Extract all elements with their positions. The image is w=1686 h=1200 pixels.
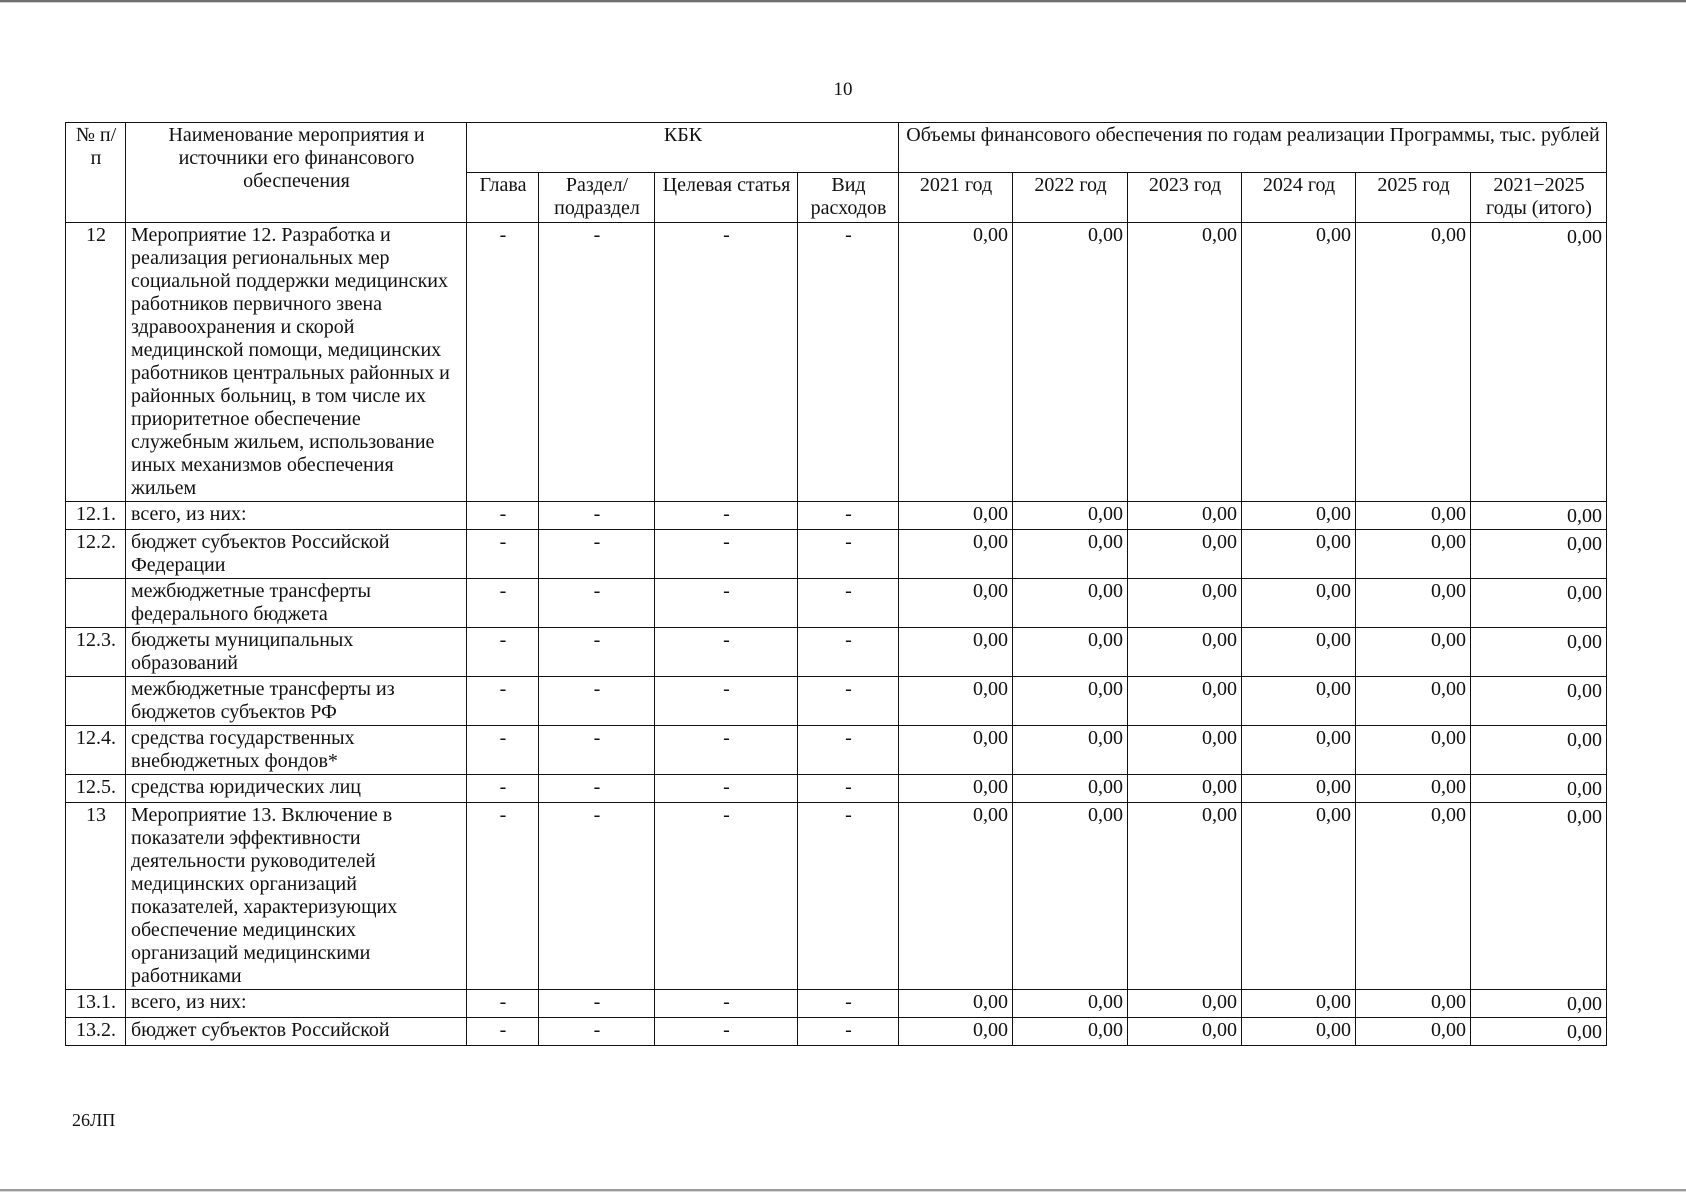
kbk-cell: -: [467, 628, 539, 677]
header-2022: 2022 год: [1013, 173, 1128, 223]
row-name: средства государственных внебюджетных фондов*: [126, 726, 467, 775]
value-cell: 0,00: [1242, 579, 1356, 628]
header-2025: 2025 год: [1356, 173, 1471, 223]
header-glava: Глава: [467, 173, 539, 223]
value-cell: 0,00: [1356, 223, 1471, 502]
kbk-cell: -: [467, 990, 539, 1018]
header-vid: Вид расходов: [798, 173, 899, 223]
value-cell: 0,00: [1242, 726, 1356, 775]
kbk-cell: -: [655, 628, 798, 677]
value-cell: 0,00: [1242, 530, 1356, 579]
row-number: 13.2.: [66, 1018, 126, 1046]
table-row: [66, 223, 1607, 502]
row-name: средства юридических лиц: [126, 775, 467, 803]
kbk-cell: -: [798, 775, 899, 803]
value-cell: 0,00: [1242, 502, 1356, 530]
value-cell: 0,00: [899, 223, 1013, 502]
table-row: [66, 677, 1607, 726]
value-cell: 0,00: [1013, 803, 1128, 990]
value-cell: 0,00: [1013, 990, 1128, 1018]
row-name: всего, из них:: [126, 990, 467, 1018]
row-number: 12.3.: [66, 628, 126, 677]
row-number: 12.2.: [66, 530, 126, 579]
value-cell: 0,00: [1356, 803, 1471, 990]
value-cell: 0,00: [1356, 990, 1471, 1018]
kbk-cell: -: [539, 803, 655, 990]
value-cell: 0,00: [1128, 677, 1242, 726]
value-cell: 0,00: [1013, 677, 1128, 726]
kbk-cell: -: [655, 677, 798, 726]
value-cell: 0,00: [1471, 677, 1607, 726]
value-cell: 0,00: [899, 628, 1013, 677]
header-2024: 2024 год: [1242, 173, 1356, 223]
kbk-cell: -: [539, 677, 655, 726]
value-cell: 0,00: [1242, 803, 1356, 990]
kbk-cell: -: [798, 223, 899, 502]
header-num: № п/п: [66, 123, 126, 223]
table-row: [66, 502, 1607, 530]
value-cell: 0,00: [1242, 677, 1356, 726]
table-row: [66, 990, 1607, 1018]
kbk-cell: -: [539, 502, 655, 530]
kbk-cell: -: [655, 990, 798, 1018]
value-cell: 0,00: [1128, 223, 1242, 502]
value-cell: 0,00: [899, 803, 1013, 990]
value-cell: 0,00: [899, 579, 1013, 628]
row-name: Мероприятие 12. Разработка и реализация региональных мер социальной поддержки медицинских работников первичного звена здравоохранения и скорой медицинской помощи, медицинских работников центральных районных и районных больниц, в том числе их приоритетное обеспечение служебным жильем, использование иных механизмов обеспечения жильем: [126, 223, 467, 502]
row-number: 12: [66, 223, 126, 502]
kbk-cell: -: [655, 223, 798, 502]
kbk-cell: -: [539, 579, 655, 628]
value-cell: 0,00: [1356, 579, 1471, 628]
value-cell: 0,00: [1242, 990, 1356, 1018]
document-code: 26ЛП: [72, 1110, 116, 1130]
row-name: Мероприятие 13. Включение в показатели эффективности деятельности руководителей медицинских организаций показателей, характеризующих обеспечение медицинских организаций медицинскими работниками: [126, 803, 467, 990]
row-name: межбюджетные трансферты федерального бюджета: [126, 579, 467, 628]
kbk-cell: -: [655, 1018, 798, 1046]
value-cell: 0,00: [1471, 530, 1607, 579]
row-name: бюджеты муниципальных образований: [126, 628, 467, 677]
row-name: межбюджетные трансферты из бюджетов субъектов РФ: [126, 677, 467, 726]
row-number: 13: [66, 803, 126, 990]
value-cell: 0,00: [899, 677, 1013, 726]
value-cell: 0,00: [1356, 726, 1471, 775]
value-cell: 0,00: [1471, 803, 1607, 990]
table-row: [66, 1018, 1607, 1046]
page-number: 10: [833, 79, 853, 100]
kbk-cell: -: [539, 1018, 655, 1046]
kbk-cell: -: [539, 628, 655, 677]
financing-table: [65, 122, 1607, 1046]
kbk-cell: -: [798, 502, 899, 530]
kbk-cell: -: [798, 530, 899, 579]
kbk-cell: -: [467, 677, 539, 726]
kbk-cell: -: [467, 775, 539, 803]
kbk-cell: -: [467, 530, 539, 579]
kbk-cell: -: [467, 803, 539, 990]
value-cell: 0,00: [1471, 1018, 1607, 1046]
value-cell: 0,00: [1356, 775, 1471, 803]
kbk-cell: -: [798, 1018, 899, 1046]
header-volumes: Объемы финансового обеспечения по годам реализации Программы, тыс. рублей: [899, 123, 1607, 173]
kbk-cell: -: [539, 990, 655, 1018]
value-cell: 0,00: [1356, 530, 1471, 579]
value-cell: 0,00: [1471, 775, 1607, 803]
value-cell: 0,00: [1471, 502, 1607, 530]
value-cell: 0,00: [899, 530, 1013, 579]
value-cell: 0,00: [1242, 628, 1356, 677]
value-cell: 0,00: [1242, 1018, 1356, 1046]
value-cell: 0,00: [1128, 990, 1242, 1018]
value-cell: 0,00: [1471, 579, 1607, 628]
kbk-cell: -: [467, 1018, 539, 1046]
value-cell: 0,00: [899, 990, 1013, 1018]
kbk-cell: -: [798, 579, 899, 628]
header-2021: 2021 год: [899, 173, 1013, 223]
value-cell: 0,00: [1242, 223, 1356, 502]
row-name: всего, из них:: [126, 502, 467, 530]
table-row: [66, 803, 1607, 990]
value-cell: 0,00: [1356, 502, 1471, 530]
value-cell: 0,00: [1242, 775, 1356, 803]
row-name: бюджет субъектов Российской Федерации: [126, 530, 467, 579]
kbk-cell: -: [798, 726, 899, 775]
row-number: [66, 579, 126, 628]
kbk-cell: -: [655, 530, 798, 579]
value-cell: 0,00: [1471, 726, 1607, 775]
row-number: 12.1.: [66, 502, 126, 530]
value-cell: 0,00: [1356, 677, 1471, 726]
value-cell: 0,00: [899, 1018, 1013, 1046]
kbk-cell: -: [539, 775, 655, 803]
value-cell: 0,00: [899, 775, 1013, 803]
kbk-cell: -: [467, 223, 539, 502]
value-cell: 0,00: [1013, 1018, 1128, 1046]
kbk-cell: -: [655, 775, 798, 803]
row-number: 12.4.: [66, 726, 126, 775]
value-cell: 0,00: [1128, 1018, 1242, 1046]
value-cell: 0,00: [1128, 775, 1242, 803]
value-cell: 0,00: [899, 502, 1013, 530]
table-row: [66, 530, 1607, 579]
row-number: [66, 677, 126, 726]
table-row: [66, 726, 1607, 775]
scan-edge-bottom: [0, 1188, 1686, 1194]
value-cell: 0,00: [1471, 223, 1607, 502]
table-body: [66, 223, 1607, 1046]
value-cell: 0,00: [1128, 628, 1242, 677]
value-cell: 0,00: [1013, 726, 1128, 775]
kbk-cell: -: [655, 502, 798, 530]
scan-edge-top: [0, 0, 1686, 8]
kbk-cell: -: [539, 726, 655, 775]
row-number: 12.5.: [66, 775, 126, 803]
kbk-cell: -: [655, 803, 798, 990]
value-cell: 0,00: [1013, 579, 1128, 628]
value-cell: 0,00: [1356, 628, 1471, 677]
header-2023: 2023 год: [1128, 173, 1242, 223]
header-total: 2021−2025 годы (итого): [1471, 173, 1607, 223]
value-cell: 0,00: [1128, 726, 1242, 775]
kbk-cell: -: [467, 502, 539, 530]
kbk-cell: -: [467, 579, 539, 628]
header-kbk: КБК: [467, 123, 899, 173]
value-cell: 0,00: [1356, 1018, 1471, 1046]
kbk-cell: -: [798, 677, 899, 726]
value-cell: 0,00: [1128, 579, 1242, 628]
row-number: 13.1.: [66, 990, 126, 1018]
kbk-cell: -: [798, 628, 899, 677]
kbk-cell: -: [539, 223, 655, 502]
header-name: Наименование мероприятия и источники его финансового обеспечения: [126, 123, 467, 223]
table-row: [66, 775, 1607, 803]
value-cell: 0,00: [899, 726, 1013, 775]
table-row: [66, 628, 1607, 677]
kbk-cell: -: [798, 803, 899, 990]
value-cell: 0,00: [1128, 502, 1242, 530]
kbk-cell: -: [467, 726, 539, 775]
kbk-cell: -: [798, 990, 899, 1018]
value-cell: 0,00: [1128, 803, 1242, 990]
value-cell: 0,00: [1013, 775, 1128, 803]
kbk-cell: -: [539, 530, 655, 579]
value-cell: 0,00: [1471, 990, 1607, 1018]
header-razdel: Раздел/ подраздел: [539, 173, 655, 223]
value-cell: 0,00: [1471, 628, 1607, 677]
kbk-cell: -: [655, 579, 798, 628]
table-row: [66, 579, 1607, 628]
row-name: бюджет субъектов Российской: [126, 1018, 467, 1046]
header-celevaya: Целевая статья: [655, 173, 798, 223]
value-cell: 0,00: [1013, 502, 1128, 530]
value-cell: 0,00: [1013, 530, 1128, 579]
value-cell: 0,00: [1013, 628, 1128, 677]
kbk-cell: -: [655, 726, 798, 775]
value-cell: 0,00: [1128, 530, 1242, 579]
value-cell: 0,00: [1013, 223, 1128, 502]
